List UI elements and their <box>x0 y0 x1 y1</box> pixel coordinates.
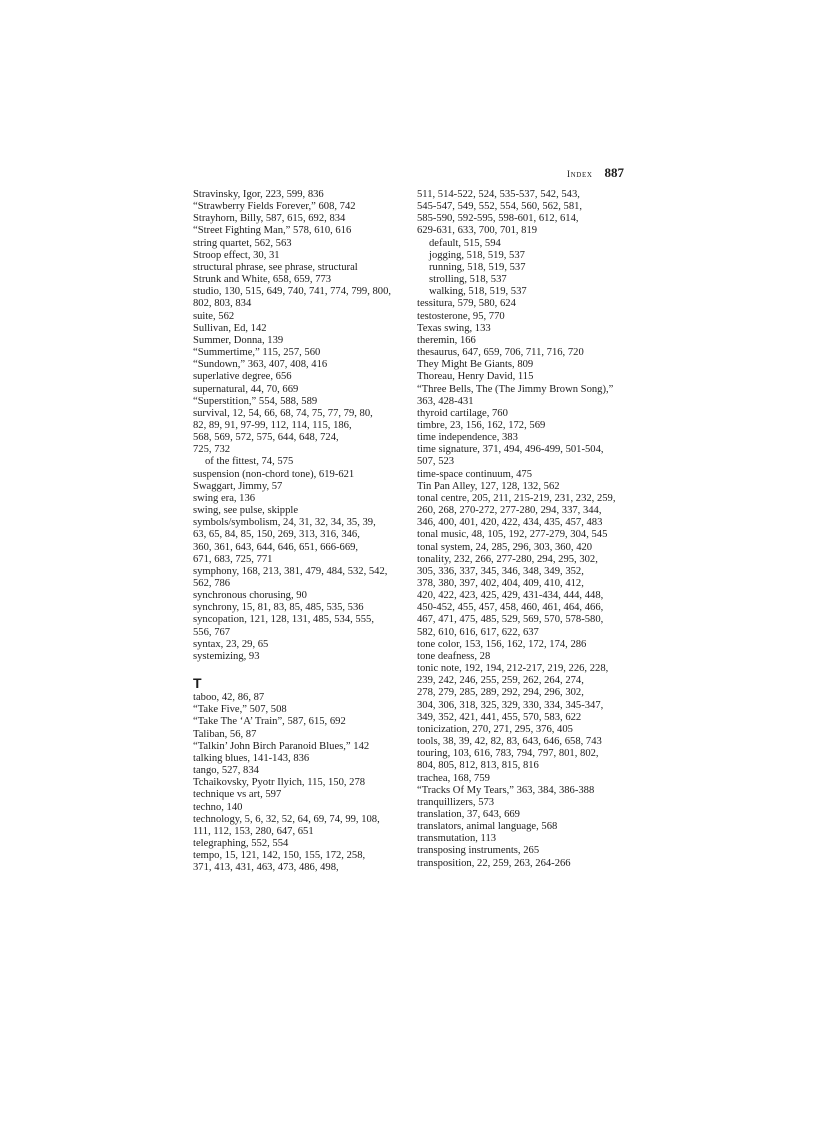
index-entry: touring, 103, 616, 783, 794, 797, 801, 802, 804, 805, 812, 813, 815, 816 <box>417 748 599 772</box>
index-entry: testosterone, 95, 770 <box>417 310 505 322</box>
index-entry: transposing instruments, 265 <box>417 845 540 857</box>
index-entry-continued: 511, 514-522, 524, 535-537, 542, 543, 545-547, 549, 552, 554, 560, 562, 581, 585-590, 592-595, 598-601, 612, 614, 629-631, 633, 700, 701, 819 <box>417 189 583 237</box>
index-entry: tone color, 153, 156, 162, 172, 174, 286 <box>417 638 587 650</box>
index-entry: Tchaikovsky, Pyotr Ilyich, 115, 150, 278 <box>193 777 366 789</box>
left-column <box>193 189 403 874</box>
index-entry: theremin, 166 <box>417 334 476 346</box>
index-entry: “Summertime,” 115, 257, 560 <box>193 347 321 359</box>
index-entry: “Street Fighting Man,” 578, 610, 616 <box>193 225 352 237</box>
index-subentry: default, 515, 594 <box>429 237 501 249</box>
index-subentry: strolling, 518, 537 <box>429 274 507 286</box>
index-entry: swing era, 136 <box>193 492 256 504</box>
index-entry: swing, see pulse, skipple <box>193 505 299 517</box>
page-number: 887 <box>604 165 624 180</box>
index-entry: transposition, 22, 259, 263, 264-266 <box>417 857 571 869</box>
index-entry: time signature, 371, 494, 496-499, 501-504, 507, 523 <box>417 444 604 468</box>
index-entry: tonal centre, 205, 211, 215-219, 231, 232, 259, 260, 268, 270-272, 277-280, 294, 337, 344, 346, 400, 401, 420, 422, 434, 435, 457, 483 <box>417 492 616 529</box>
index-entry: Strayhorn, Billy, 587, 615, 692, 834 <box>193 213 346 225</box>
index-entry: time independence, 383 <box>417 432 518 444</box>
index-entry: Strunk and White, 658, 659, 773 <box>193 274 332 286</box>
index-entry: Thoreau, Henry David, 115 <box>417 371 534 383</box>
index-entry: tonality, 232, 266, 277-280, 294, 295, 302, 305, 336, 337, 345, 346, 348, 349, 352, 378, 380, 397, 402, 404, 409, 410, 412, 420, 422, 423, 425, 429, 431-434, 444, 448, 450-452, 455, 457, 458, 460, 461, 464, 466, 467, 471, 475, 485, 529, 569, 570, 578-580, 582, 610, 616, 617, 622, 637 <box>417 553 604 638</box>
index-entry: technique vs art, 597 <box>193 789 282 801</box>
running-header <box>567 165 624 181</box>
index-entry: string quartet, 562, 563 <box>193 237 292 249</box>
index-entry: suite, 562 <box>193 310 235 322</box>
section-letter: T <box>193 675 202 692</box>
index-entry: translation, 37, 643, 669 <box>417 808 520 820</box>
index-entry: syntax, 23, 29, 65 <box>193 638 269 650</box>
right-column <box>417 189 629 870</box>
index-entry: time-space continuum, 475 <box>417 468 533 480</box>
index-entry: “Tracks Of My Tears,” 363, 384, 386-388 <box>417 784 595 796</box>
index-entry: synchrony, 15, 81, 83, 85, 485, 535, 536 <box>193 602 364 614</box>
index-subentry: running, 518, 519, 537 <box>429 261 526 273</box>
index-entry: supernatural, 44, 70, 669 <box>193 383 299 395</box>
index-entry: “Strawberry Fields Forever,” 608, 742 <box>193 201 356 213</box>
index-entry: tone deafness, 28 <box>417 650 491 662</box>
index-entry: “Take The ‘A’ Train”, 587, 615, 692 <box>193 716 346 728</box>
index-entry: tranquillizers, 573 <box>417 796 495 808</box>
index-entry: superlative degree, 656 <box>193 371 292 383</box>
index-entry: symbols/symbolism, 24, 31, 32, 34, 35, 39, 63, 65, 84, 85, 150, 269, 313, 316, 346, 360, 361, 643, 644, 646, 651, 666-669, 671, 683, 725, 771 <box>193 517 376 565</box>
index-entry: survival, 12, 54, 66, 68, 74, 75, 77, 79, 80, 82, 89, 91, 97-99, 112, 114, 115, 186, 568, 569, 572, 575, 644, 648, 724, 725, 732 <box>193 407 373 456</box>
index-entry: tango, 527, 834 <box>193 765 259 777</box>
index-entry: syncopation, 121, 128, 131, 485, 534, 555, 556, 767 <box>193 614 374 638</box>
index-entry: “Superstition,” 554, 588, 589 <box>193 395 318 407</box>
index-entry: tempo, 15, 121, 142, 150, 155, 172, 258, 371, 413, 431, 463, 473, 486, 498, <box>193 850 366 874</box>
index-subentry: jogging, 518, 519, 537 <box>429 249 525 261</box>
index-entry: translators, animal language, 568 <box>417 821 558 833</box>
index-entry: telegraphing, 552, 554 <box>193 837 289 849</box>
index-entry: thyroid cartilage, 760 <box>417 407 508 419</box>
index-entry: trachea, 168, 759 <box>417 772 490 784</box>
index-entry: synchronous chorusing, 90 <box>193 590 307 602</box>
index-entry: technology, 5, 6, 32, 52, 64, 69, 74, 99, 108, 111, 112, 153, 280, 647, 651 <box>193 813 380 837</box>
index-entry: “Take Five,” 507, 508 <box>193 704 287 716</box>
index-entry: Taliban, 56, 87 <box>193 728 257 740</box>
index-entry: “Three Bells, The (The Jimmy Brown Song),” 363, 428-431 <box>417 383 614 407</box>
header-label: Index <box>566 170 593 180</box>
index-entry: tonal system, 24, 285, 296, 303, 360, 420 <box>417 541 593 553</box>
index-entry: timbre, 23, 156, 162, 172, 569 <box>417 419 546 431</box>
entries-t <box>193 692 403 874</box>
index-subentry: walking, 518, 519, 537 <box>429 286 527 298</box>
index-entry: Summer, Donna, 139 <box>193 334 284 346</box>
index-entry: studio, 130, 515, 649, 740, 741, 774, 799, 800, 802, 803, 834 <box>193 286 392 310</box>
index-entry: Sullivan, Ed, 142 <box>193 322 267 334</box>
entries-s <box>193 189 403 663</box>
index-entry: “Talkin’ John Birch Paranoid Blues,” 142 <box>193 740 370 752</box>
index-entry: transmutation, 113 <box>417 833 497 845</box>
index-entry: Stroop effect, 30, 31 <box>193 249 280 261</box>
index-entry: Stravinsky, Igor, 223, 599, 836 <box>193 189 324 200</box>
index-entry: suspension (non-chord tone), 619-621 <box>193 468 355 480</box>
index-entry: tools, 38, 39, 42, 82, 83, 643, 646, 658, 743 <box>417 736 602 748</box>
index-entry: symphony, 168, 213, 381, 479, 484, 532, 542, 562, 786 <box>193 565 388 589</box>
index-entry: techno, 140 <box>193 801 243 813</box>
index-entry: Tin Pan Alley, 127, 128, 132, 562 <box>417 480 560 492</box>
index-entry: thesaurus, 647, 659, 706, 711, 716, 720 <box>417 347 584 359</box>
index-entry: talking blues, 141-143, 836 <box>193 752 310 764</box>
index-entry: “Sundown,” 363, 407, 408, 416 <box>193 359 328 371</box>
index-entry: Swaggart, Jimmy, 57 <box>193 480 283 492</box>
index-entry: Texas swing, 133 <box>417 322 491 334</box>
index-entry: tonicization, 270, 271, 295, 376, 405 <box>417 723 573 735</box>
index-entry: tonic note, 192, 194, 212-217, 219, 226, 228, 239, 242, 246, 255, 259, 262, 264, 274, 278, 279, 285, 289, 292, 294, 296, 302, 304, 306, 318, 325, 329, 330, 334, 345-347, 349, 352, 421, 441, 455, 570, 583, 622 <box>417 663 609 723</box>
index-entry: systemizing, 93 <box>193 650 260 662</box>
index-entry: taboo, 42, 86, 87 <box>193 692 265 704</box>
index-subentry: of the fittest, 74, 575 <box>205 456 294 468</box>
index-entry: tessitura, 579, 580, 624 <box>417 298 516 310</box>
index-entry: structural phrase, see phrase, structural <box>193 261 358 273</box>
index-entry: tonal music, 48, 105, 192, 277-279, 304, 545 <box>417 529 608 541</box>
index-entry: They Might Be Giants, 809 <box>417 359 534 371</box>
